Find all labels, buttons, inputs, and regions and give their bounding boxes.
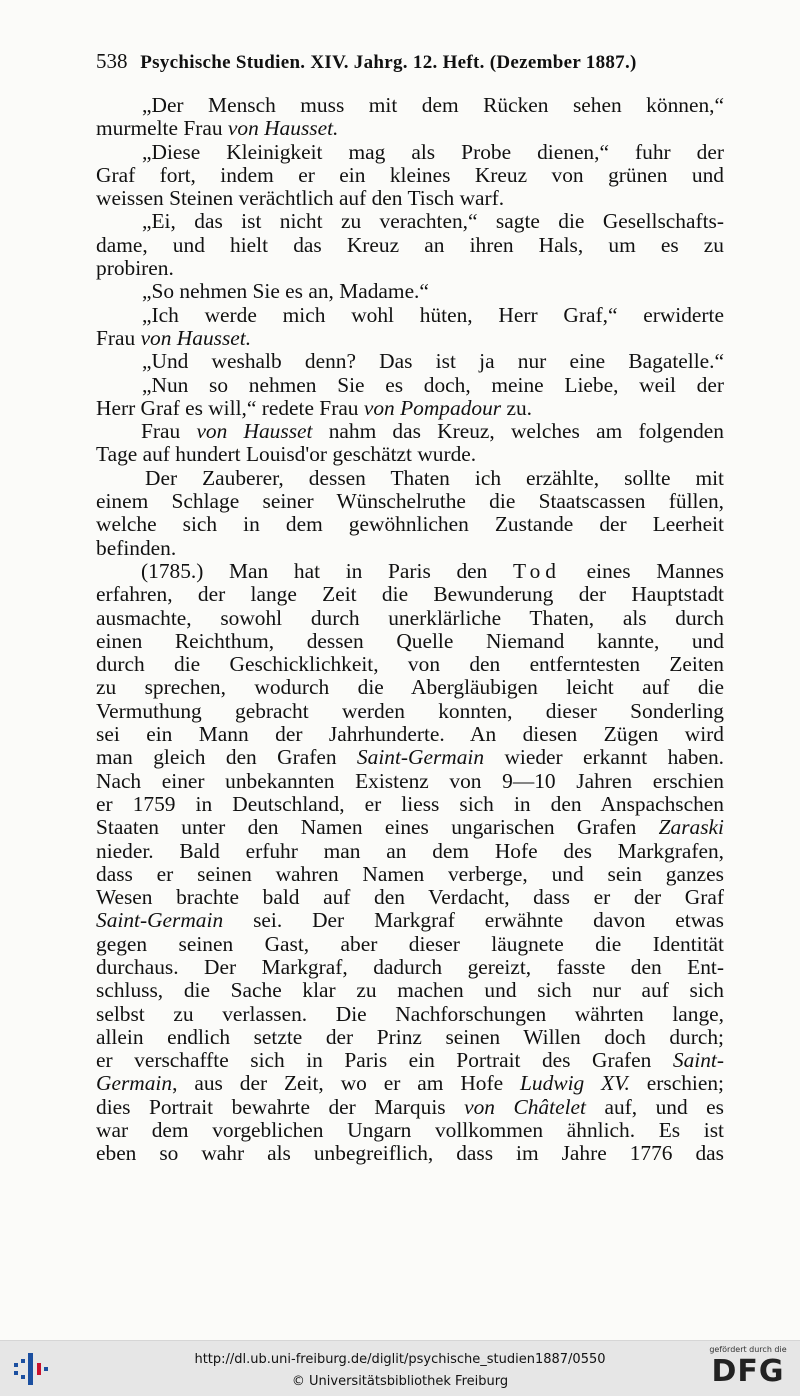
page-number: 538 [96, 49, 128, 73]
text-line: dies Portrait bewahrte der Marquis von Châtelet auf, und es [96, 1094, 724, 1119]
text-line: Vermuthung gebracht werden konnten, dieser Sonderling [96, 698, 724, 723]
text-line: Der Zauberer, dessen Thaten ich erzählte, sollte mit [145, 465, 724, 490]
text-line: Staaten unter den Namen eines ungarischen Grafen Zaraski [96, 815, 724, 840]
sponsor-caption: gefördert durch die [709, 1345, 787, 1354]
text-line: dass er seinen wahren Namen verberge, und sein ganzes [96, 861, 724, 886]
text-line: „Ich werde mich wohl hüten, Herr Graf,“ erwiderte [142, 302, 724, 327]
text-line: Graf fort, indem er ein kleines Kreuz von grünen und [96, 162, 724, 187]
text-line: Wesen brachte bald auf den Verdacht, dass er der Graf [96, 885, 724, 910]
italic-name: Saint-Germain [96, 908, 224, 933]
text-line: erfahren, der lange Zeit die Bewunderung der Hauptstadt [96, 582, 724, 607]
text-line: zu sprechen, wodurch die Abergläubigen leicht auf die [96, 675, 724, 700]
italic-name: von Hausset [196, 419, 313, 444]
text-line: Frau von Hausset. [96, 325, 252, 350]
italic-name: von Hausset. [227, 116, 339, 141]
text-line: er verschaffte sich in Paris ein Portrait des Grafen Saint- [96, 1048, 724, 1073]
italic-name: Germain [96, 1071, 173, 1096]
text-line: durch die Geschicklichkeit, von den entferntesten Zeiten [96, 652, 724, 677]
text-line: sei ein Mann der Jahrhunderte. An diesen Zügen wird [96, 722, 724, 747]
permalink-url[interactable]: http://dl.ub.uni-freiburg.de/diglit/psychische_studien1887/0550 [194, 1352, 606, 1367]
text-line: „Diese Kleinigkeit mag als Probe dienen,“ fuhr der [142, 139, 724, 164]
text-line: er 1759 in Deutschland, er liess sich in den Anspachschen [96, 791, 724, 816]
text-line: Herr Graf es will,“ redete Frau von Pompadour zu. [96, 395, 532, 420]
text-line: Germain, aus der Zeit, wo er am Hofe Ludwig XV. erschien; [96, 1071, 724, 1096]
spaced-word: Tod [513, 558, 561, 583]
italic-name: Saint- [672, 1048, 724, 1073]
text-line: selbst zu verlassen. Die Nachforschungen währten lange, [96, 1001, 724, 1026]
text-line: befinden. [96, 535, 177, 560]
text-line: schluss, die Sache klar zu machen und sich nur auf sich [96, 978, 724, 1003]
text-line: „Ei, das ist nicht zu verachten,“ sagte die Gesellschafts- [142, 209, 724, 234]
text-line: einem Schlage seiner Wünschelruthe die Staatscassen füllen, [96, 489, 724, 514]
italic-name: von Châtelet [464, 1094, 586, 1119]
text-line: „So nehmen Sie es an, Madame.“ [142, 279, 429, 304]
text-line: probiren. [96, 256, 174, 281]
text-line: man gleich den Grafen Saint-Germain wieder erkannt haben. [96, 745, 725, 770]
text-line: (1785.) Man hat in Paris den Tod eines Mannes [141, 558, 725, 583]
copyright-notice: © Universitätsbibliothek Freiburg [291, 1374, 509, 1389]
dfg-logo-icon: DFG [711, 1354, 785, 1389]
viewer-footer [0, 1340, 800, 1396]
text-line: eben so wahr als unbegreiflich, dass im Jahre 1776 das [96, 1141, 724, 1166]
dfg-sponsor-logo [706, 1345, 790, 1393]
text-line: „Und weshalb denn? Das ist ja nur eine Bagatelle.“ [142, 349, 724, 374]
text-line: Frau von Hausset nahm das Kreuz, welches am folgenden [141, 419, 724, 444]
text-line: war dem vorgeblichen Ungarn vollkommen ähnlich. Es ist [96, 1118, 724, 1143]
page-body-text [96, 94, 724, 1166]
text-line: murmelte Frau von Hausset. [96, 116, 339, 141]
running-header [96, 50, 720, 74]
text-line: welche sich in dem gewöhnlichen Zustande der Leerheit [96, 512, 724, 537]
text-line: durchaus. Der Markgraf, dadurch gereizt, fasste den Ent- [96, 954, 724, 979]
text-line: ausmachte, sowohl durch unerklärliche Thaten, als durch [96, 605, 724, 630]
text-line: einen Reichthum, dessen Quelle Niemand kannte, und [96, 628, 724, 653]
text-line: allein endlich setzte der Prinz seinen Willen doch durch; [96, 1024, 724, 1049]
text-line: Saint-Germain sei. Der Markgraf erwähnte davon etwas [96, 908, 724, 933]
italic-name: von Pompadour [363, 395, 502, 420]
text-line: Nach einer unbekannten Existenz von 9—10 Jahren erschien [96, 768, 724, 793]
text-line: nieder. Bald erfuhr man an dem Hofe des Markgrafen, [96, 838, 724, 863]
text-line: „Der Mensch muss mit dem Rücken sehen können,“ [142, 93, 724, 117]
text-line: Tage auf hundert Louisd'or geschätzt wurde. [96, 442, 477, 467]
italic-name: Zaraski [658, 815, 724, 840]
italic-name: von Hausset. [140, 325, 252, 350]
text-line: „Nun so nehmen Sie es doch, meine Liebe, weil der [142, 372, 724, 397]
text-line: weissen Steinen verächtlich auf den Tisch warf. [96, 186, 505, 211]
italic-name: Ludwig XV. [520, 1071, 630, 1096]
running-head-title: Psychische Studien. XIV. Jahrg. 12. Heft. (Dezember 1887.) [140, 52, 637, 73]
text-line: gegen seinen Gast, aber dieser läugnete die Identität [96, 931, 724, 956]
italic-name: Saint-Germain [356, 745, 485, 770]
text-line: dame, und hielt das Kreuz an ihren Hals, um es zu [96, 232, 724, 257]
